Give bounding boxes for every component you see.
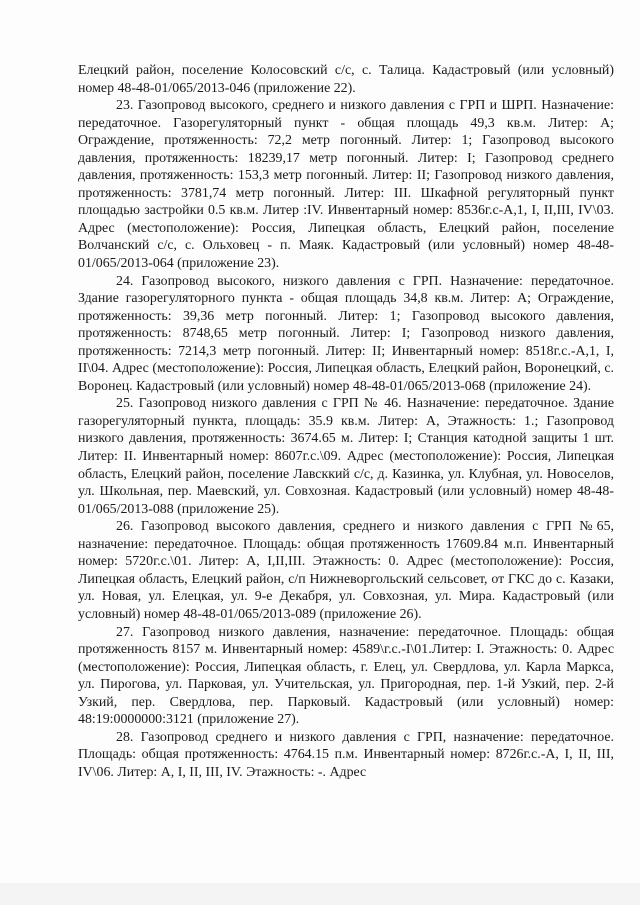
- paragraph-item-28: 28. Газопровод среднего и низкого давления с ГРП, назначение: передаточное. Площадь: общая протяженность: 4764.15 п.м. Инвентарный номер: 8726г.с.-А, I, II, III, IV\06. Литер: А, I, II, III, IV. Этажность: -. Адрес: [78, 729, 614, 780]
- paragraph-item-26: 26. Газопровод высокого давления, среднего и низкого давления с ГРП №65, назначение: передаточное. Площадь: общая протяженность 17609.84 м.п. Инвентарный номер: 5720г.с.\01. Литер: А, I,II,III. Этажность: 0. Адрес (местоположение): Россия, Липецкая область, Елецкий район, с/п Нижневоргольский сельсовет, от ГКС до с. Казаки, ул. Новая, ул. Елецкая, ул. 9-е Декабря, ул. Совхозная, ул. Мира. Кадастровый (или условный) номер 48-48-01/065/2013-089 (приложение 26).: [78, 519, 614, 622]
- paragraph-item-24: 24. Газопровод высокого, низкого давления с ГРП. Назначение: передаточное. Здание газорегуляторного пункта - общая площадь 34,8 кв.м. Литер: А; Ограждение, протяженность: 39,36 метр погонный. Литер: 1; Газопровод высокого давления, протяженность: 8748,65 метр погонный. Литер: I; Газопровод низкого давления, протяженность: 7214,3 метр погонный. Литер: II; Инвентарный номер: 8518г.с.-А,1, I, II\04. Адрес (местоположение): Россия, Липецкая область, Елецкий район, Воронецкий, с. Воронец. Кадастровый (или условный) номер 48-48-01/065/2013-068 (приложение 24).: [78, 273, 614, 394]
- paragraph-22-continuation: Елецкий район, поселение Колосовский с/с, с. Талица. Кадастровый (или условный) номер 48-48-01/065/2013-046 (приложение 22).: [78, 63, 614, 96]
- paragraph-item-23: 23. Газопровод высокого, среднего и низкого давления с ГРП и ШРП. Назначение: передаточное. Газорегуляторный пункт - общая площадь 49,3 кв.м. Литер: А; Ограждение, протяженность: 72,2 метр погонный. Литер: 1; Газопровод высокого давления, протяженность: 18239,17 метр погонный. Литер: I; Газопровод среднего давления, протяженность: 153,3 метр погонный. Литер: II; Газопровод низкого давления, протяженность: 3781,74 метр погонный. Литер: III. Шкафной регуляторный пункт площадью застройки 0.5 кв.м. Литер :IV. Инвентарный номер: 8536г.с-А,1, I, II,III, IV\03. Адрес (местоположение): Россия, Липецкая область, Елецкий район, поселение Волчанский с/с, с. Ольховец - п. Маяк. Кадастровый (или условный) номер 48-48-01/065/2013-064 (приложение 23).: [78, 98, 614, 272]
- document-body: [78, 62, 614, 781]
- paragraph-item-25: 25. Газопровод низкого давления с ГРП № 46. Назначение: передаточное. Здание газорегуляторный пункта, площадь: 35.9 кв.м. Литер: А, Этажность: 1.; Газопровод низкого давления, протяженность: 3674.65 м. Литер: I; Станция катодной защиты 1 шт. Литер: II. Инвентарный номер: 8607г.с.\09. Адрес (местоположение): Россия, Липецкая область, Елецкий район, поселение Лавсккий с/с, д. Казинка, ул. Клубная, ул. Новоселов, ул. Школьная, пер. Маевский, ул. Совхозная. Кадастровый (или условный) номер 48-48-01/065/2013-088 (приложение 25).: [78, 396, 614, 517]
- page-bottom-margin: [0, 883, 640, 905]
- paragraph-item-27: 27. Газопровод низкого давления, назначение: передаточное. Площадь: общая протяженность 8157 м. Инвентарный номер: 4589\г.с.-I\01.Литер: I. Этажность: 0. Адрес (местоположение): Россия, Липецкая область, г. Елец, ул. Свердлова, ул. Карла Маркса, ул. Пирогова, ул. Парковая, ул. Учительская, ул. Пригородная, пер. 1-й Узкий, пер. 2-й Узкий, пер. Свердлова, пер. Парковый. Кадастровый (или условный) номер: 48:19:0000000:3121 (приложение 27).: [78, 624, 614, 728]
